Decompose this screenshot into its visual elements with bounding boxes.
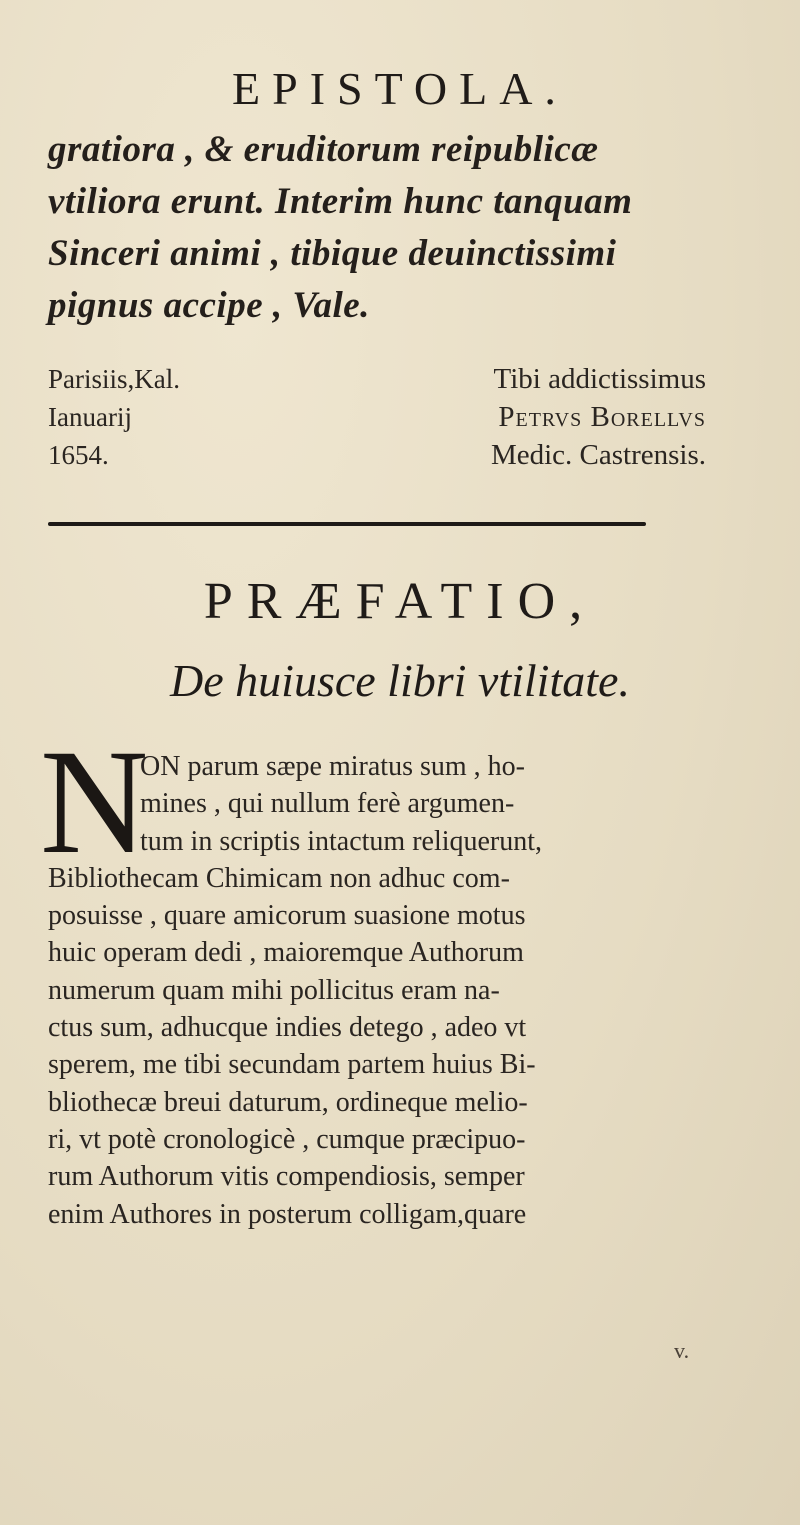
date-line: 1654. (48, 440, 109, 470)
letter-line: pignus accipe , Vale. (48, 285, 370, 326)
catchword: v. (674, 1338, 690, 1363)
date-line: Ianuarij (48, 402, 132, 432)
date-place (48, 360, 180, 474)
signature-line: Tibi addictissimus (493, 363, 706, 395)
body-line: huic operam dedi , maioremque Authorum (48, 937, 524, 969)
signature (396, 360, 706, 474)
body-line: sperem, me tibi secundam partem huius Bi- (48, 1049, 536, 1081)
preface-title: PRÆFATIO, (203, 573, 597, 630)
body-line: mines , qui nullum ferè argumen- (140, 788, 515, 820)
preface-body (48, 748, 712, 1233)
letter-closing (48, 124, 748, 332)
author-name: Petrvs Borellvs (498, 401, 706, 433)
body-line: ri, vt potè cronologicè , cumque præcipuo- (48, 1123, 526, 1155)
preface-subtitle: De huiusce libri vtilitate. (170, 655, 630, 706)
body-line: posuisse , quare amicorum suasione motus (48, 900, 526, 932)
letter-line: Sinceri animi , tibique deuinctissimi (48, 233, 617, 274)
running-head: EPISTOLA. (232, 63, 568, 114)
body-line: enim Authores in posterum colligam,quare (48, 1198, 527, 1230)
body-line: Bibliothecam Chimicam non adhuc com- (48, 862, 510, 894)
body-line: numerum quam mihi pollicitus eram na- (48, 974, 500, 1006)
body-line: rum Authorum vitis compendiosis, semper (48, 1161, 525, 1193)
section-rule (48, 522, 646, 526)
letter-line: gratiora , & eruditorum reipublicæ (48, 129, 599, 170)
date-line: Parisiis,Kal. (48, 364, 180, 394)
signature-line: Medic. Castrensis. (490, 439, 706, 471)
body-line: ctus sum, adhucque indies detego , adeo vt (48, 1012, 527, 1044)
drop-cap: N (40, 719, 149, 885)
body-line: tum in scriptis intactum reliquerunt, (140, 825, 543, 857)
body-line: bliothecæ breui daturum, ordineque melio- (48, 1086, 528, 1118)
body-line: ON parum sæpe miratus sum , ho- (140, 751, 525, 782)
letter-line: vtiliora erunt. Interim hunc tanquam (48, 181, 633, 222)
